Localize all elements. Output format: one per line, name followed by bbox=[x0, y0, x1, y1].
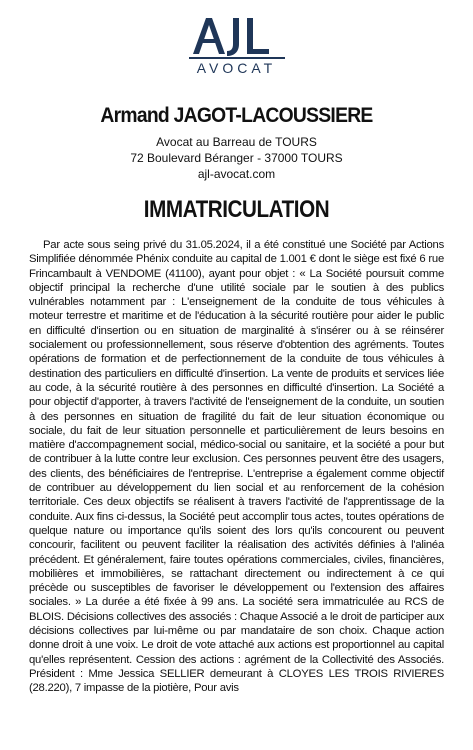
ajl-logo-mark-icon bbox=[189, 14, 285, 60]
lawyer-contact-block bbox=[0, 134, 473, 182]
logo-subtitle: AVOCAT bbox=[196, 60, 277, 76]
ajl-avocat-logo bbox=[0, 14, 473, 76]
lawyer-bar: Avocat au Barreau de TOURS bbox=[156, 135, 317, 149]
notice-body: Par acte sous seing privé du 31.05.2024, il a été constitué une Société par Actions Simplifiée dénommée Phénix conduite au capital de 1.001 € dont le siège est fixé 6 rue Frincambault à VENDOME (41100), ayant pour objet : « La Société poursuit comme objectif principal la recherche d'une utilité sociale par le soutien à des publics vulnérables notamment par : L'enseignement de la conduite de tous véhicules à moteur terrestre et maritime et de l'éducation à la sécurité routière pour aider le public en difficulté d'insertion ou en situation de marginalité à s'insérer ou à se réinsérer socialement ou professionnellement, sous réserve d'obtention des agréments. Toutes opérations de formation et de perfectionnement de la conduite de tous véhicules à destination des particuliers en difficulté d'insertion. La vente de produits et services liée au code, à la sécurité routière à des personnes en difficulté d'insertion. La Société a pour objectif d'apporter, à travers l'activité de l'enseignement de la conduite, un soutien à des personnes en situation de fragilité du fait de leur situation économique ou sociale, du fait de leur situation personnelle et particulièrement de leurs besoins en matière d'accompagnement social, médico-social ou sanitaire, et la société a pour but de contribuer à la lutte contre leur exclusion. Ces personnes peuvent être des usagers, des clients, des bénéficiaires de l'entreprise. L'entreprise a également comme objectif de contribuer au développement du lien social et au renforcement de la cohésion territoriale. Ces deux objectifs se réalisent à travers l'activité de l'apprentissage de la conduite. Aux fins ci-dessus, la Société peut accomplir tous actes, toutes opérations de quelque nature ou importance qu'ils soient des lors qu'ils concourent ou peuvent concourir, facilitent ou peuvent faciliter la réalisation des activités définies à l'alinéa précédent. Et généralement, faire toutes opérations commerciales, civiles, financières, mobilières et immobilières, se rattachant directement ou indirectement à ce qui précède ou susceptibles de favoriser le développement ou l'extension des affaires sociales. » La durée a été fixée à 99 ans. La société sera immatriculée au RCS de BLOIS. Décisions collectives des associés : Chaque Associé a le droit de participer aux décisions collectives par lui-même ou par mandataire de son choix. Chaque action donne droit à une voix. Le droit de vote attaché aux actions est proportionnel au capital qu'elles représentent. Cession des actions : agrément de la Collectivité des Associés. Président : Mme Jessica SELLIER demeurant à CLOYES LES TROIS RIVIERES (28.220), 7 impasse de la piotière, Pour avis bbox=[29, 239, 444, 695]
notice-title: IMMATRICULATION bbox=[143, 196, 330, 223]
lawyer-address: 72 Boulevard Béranger - 37000 TOURS bbox=[130, 151, 343, 165]
lawyer-name: Armand JAGOT-LACOUSSIERE bbox=[100, 104, 373, 127]
lawyer-website[interactable]: ajl-avocat.com bbox=[197, 167, 276, 181]
